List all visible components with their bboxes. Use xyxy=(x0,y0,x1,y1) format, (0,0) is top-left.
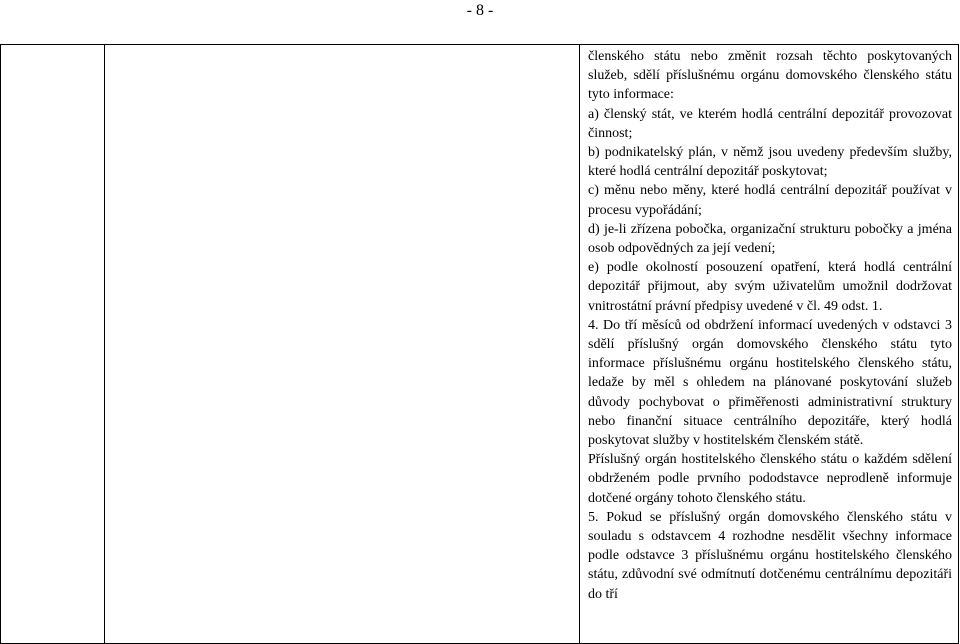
paragraph-item-d: d) je-li zřízena pobočka, organizační strukturu pobočky a jména osob odpovědných za její vedení; xyxy=(588,221,952,257)
table-cell-col2 xyxy=(105,45,580,644)
table-cell-col1 xyxy=(1,45,105,644)
paragraph-section-4-sub: Příslušný orgán hostitelského členského státu o každém sdělení obdrženém podle prvního pododstavce neprodleně informuje dotčené orgány tohoto členského státu. xyxy=(588,452,952,506)
page-number: - 8 - xyxy=(466,2,494,19)
document-table xyxy=(0,44,959,644)
paragraph-section-4: 4. Do tří měsíců od obdržení informací uvedených v odstavci 3 sdělí příslušný orgán domovského členského státu tyto informace příslušnému orgánu hostitelského členského státu, ledaže by měl s ohledem na plánované poskytování služeb důvody pochybovat o přiměřenosti administrativní struktury nebo finanční situace centrálního depozitáře, který hodlá poskytovat služby v hostitelském členském státě. xyxy=(588,317,952,449)
table-row xyxy=(1,45,959,644)
paragraph-item-c: c) měnu nebo měny, které hodlá centrální depozitář používat v procesu vypořádání; xyxy=(588,183,952,218)
paragraph-item-b: b) podnikatelský plán, v němž jsou uvedeny především služby, které hodlá centrální depozitář poskytovat; xyxy=(588,145,952,180)
paragraph-intro: členského státu nebo změnit rozsah těchto poskytovaných služeb, sdělí příslušnému orgánu domovského členského státu tyto informace: xyxy=(588,49,952,103)
table-cell-col3 xyxy=(580,45,959,644)
paragraph-section-5: 5. Pokud se příslušný orgán domovského členského státu v souladu s odstavcem 4 rozhodne nesdělit všechny informace podle odstavce 3 příslušnému orgánu hostitelského členského státu, zdůvodní své odmítnutí dotčenému centrálnímu depozitáři do tří xyxy=(588,509,952,602)
paragraph-item-e: e) podle okolností posouzení opatření, která hodlá centrální depozitář přijmout, aby svým uživatelům umožnil dodržovat vnitrostátní právní předpisy uvedené v čl. 49 odst. 1. xyxy=(588,260,952,314)
paragraph-item-a: a) členský stát, ve kterém hodlá centrální depozitář provozovat činnost; xyxy=(588,106,952,141)
